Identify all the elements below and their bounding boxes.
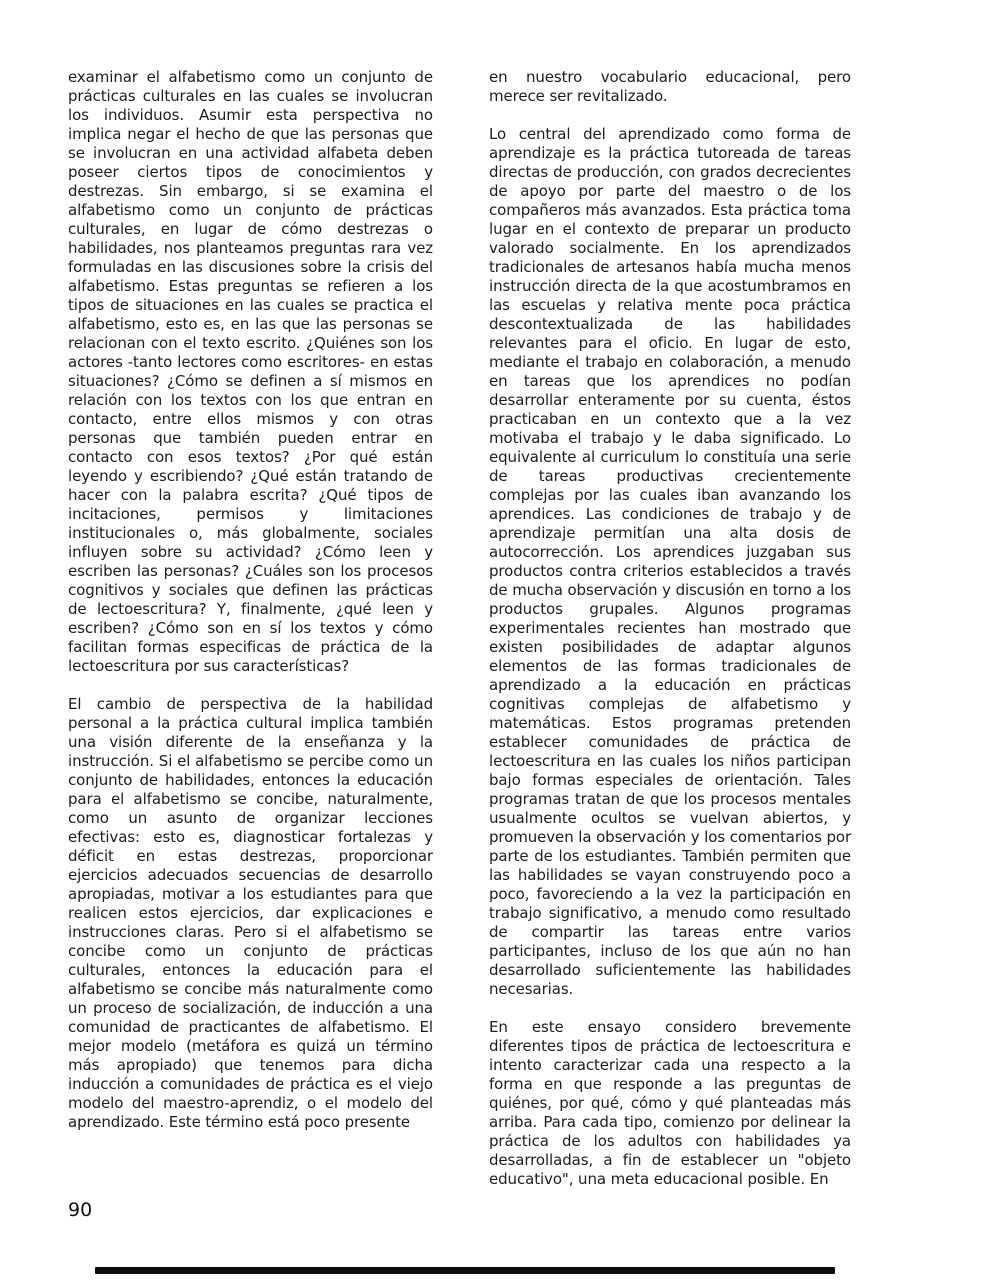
- body-paragraph: en nuestro vocabulario educacional, pero merece ser revitalizado.: [489, 68, 851, 105]
- text-column-left: [68, 68, 433, 1151]
- body-paragraph: Lo central del aprendizado como forma de aprendizaje es la práctica tutoreada de tareas directas de producción, con grados decrecientes de apoyo por parte del maestro o de los compañeros más avanzados. Esta práctica toma lugar en el contexto de preparar un producto valorado socialmente. En los aprendizados tradicionales de artesanos había mucha menos instrucción directa de la que acostumbramos en las escuelas y relativa mente poca práctica descontextualizada de las habilidades relevantes para el oficio. En lugar de esto, mediante el trabajo en colaboración, a menudo en tareas que los aprendices no podían desarrollar enteramente por su cuenta, éstos practicaban en un contexto que a la vez motivaba el trabajo y le daba significado. Lo equivalente al curriculum lo constituía una serie de tareas productivas crecientemente complejas por las cuales iban avanzando los aprendices. Las condiciones de trabajo y de aprendizaje permitían una alta dosis de autocorrección. Los aprendices juzgaban sus productos contra criterios establecidos a través de mucha observación y discusión en torno a los productos grupales. Algunos programas experimentales recientes han mostrado que existen posibilidades de adaptar algunos elementos de las formas tradicionales de aprendizado a la educación en prácticas cognitivas complejas de alfabetismo y matemáticas. Estos programas pretenden establecer comunidades de práctica de lectoescritura en las cuales los niños participan bajo formas especiales de orientación. Tales programas tratan de que los procesos mentales usualmente ocultos se vuelvan abiertos, y promueven la observación y los comentarios por parte de los estudiantes. También permiten que las habilidades se vayan construyendo poco a poco, favoreciendo a la vez la participación en trabajo significativo, a menudo como resultado de compartir las tareas entre varios participantes, incluso de los que aún no han desarrollado suficientemente las habilidades necesarias.: [489, 125, 852, 998]
- scan-artifact-rule: [95, 1267, 835, 1274]
- page-number: 90: [68, 1199, 93, 1221]
- body-paragraph: En este ensayo considero brevemente diferentes tipos de práctica de lectoescritura e intento caracterizar cada una respecto a la forma en que responde a las preguntas de quiénes, por qué, cómo y qué planteadas más arriba. Para cada tipo, comienzo por delinear la práctica de los adultos con habilidades ya desarrolladas, a fin de establecer un "objeto educativo", una meta educacional posible. En: [489, 1018, 851, 1188]
- body-paragraph: El cambio de perspectiva de la habilidad personal a la práctica cultural implica también una visión diferente de la enseñanza y la instrucción. Si el alfabetismo se percibe como un conjunto de habilidades, entonces la educación para el alfabetismo se concibe, naturalmente, como un asunto de organizar lecciones efectivas: esto es, diagnosticar fortalezas y déficit en estas destrezas, proporcionar ejercicios adecuados secuencias de desarrollo apropiadas, motivar a los estudiantes para que realicen estos ejercicios, dar explicaciones e instrucciones claras. Pero si el alfabetismo se concibe como un conjunto de prácticas culturales, entonces la educación para el alfabetismo se concibe más naturalmente como un proceso de socialización, de inducción a una comunidad de practicantes de alfabetismo. El mejor modelo (metáfora es quizá un término más apropiado) que tenemos para dicha inducción a comunidades de práctica es el viejo modelo del maestro-aprendiz, o el modelo del aprendizado. Este término está poco presente: [68, 695, 433, 1131]
- body-paragraph: examinar el alfabetismo como un conjunto de prácticas culturales en las cuales se involucran los individuos. Asumir esta perspectiva no implica negar el hecho de que las personas que se involucran en una actividad alfabeta deben poseer ciertos tipos de conocimientos y destrezas. Sin embargo, si se examina el alfabetismo como un conjunto de prácticas culturales, en lugar de cómo destrezas o habilidades, nos planteamos preguntas rara vez formuladas en las discusiones sobre la crisis del alfabetismo. Estas preguntas se refieren a los tipos de situaciones en las cuales se practica el alfabetismo, esto es, en las que las personas se relacionan con el texto escrito. ¿Quiénes son los actores -tanto lectores como escritores- en estas situaciones? ¿Cómo se definen a sí mismos en relación con los textos con los que entran en contacto, entre ellos mismos y con otras personas que también pueden entrar en contacto con esos textos? ¿Por qué están leyendo y escribiendo? ¿Qué están tratando de hacer con la palabra escrita? ¿Qué tipos de incitaciones, permisos y limitaciones institucionales o, más globalmente, sociales influyen sobre su actividad? ¿Cómo leen y escriben las personas? ¿Cuáles son los procesos cognitivos y sociales que definen las prácticas de lectoescritura? Y, finalmente, ¿qué leen y escriben? ¿Cómo son en sí los textos y cómo facilitan formas especificas de práctica de la lectoescritura por sus características?: [68, 68, 433, 675]
- text-column-right: [489, 68, 851, 1208]
